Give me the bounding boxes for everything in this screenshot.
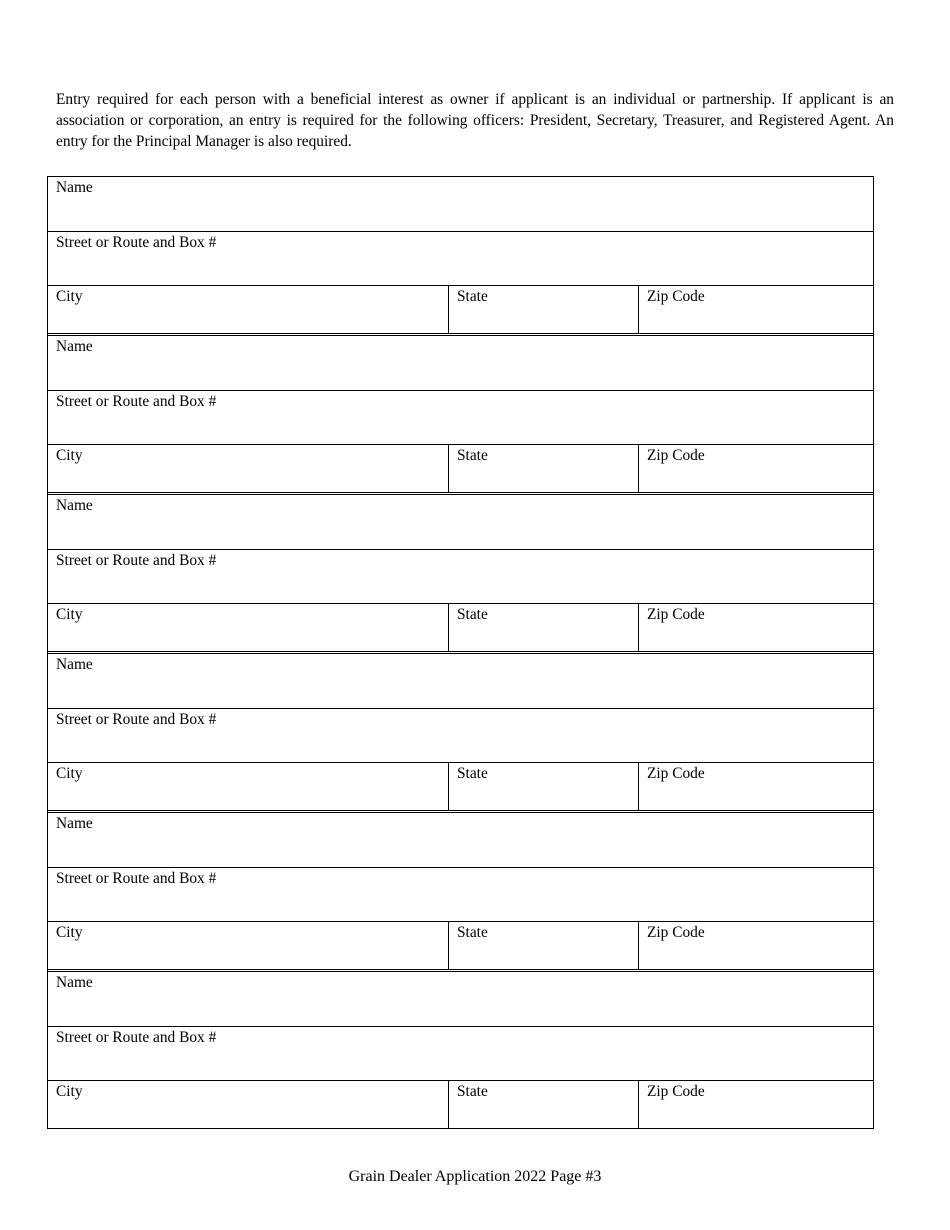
name-label: Name: [56, 497, 93, 514]
city-label: City: [56, 924, 83, 941]
state-input[interactable]: [457, 468, 630, 488]
city-input[interactable]: [56, 945, 440, 965]
zip-input[interactable]: [647, 468, 865, 488]
zip-field[interactable]: [638, 1081, 873, 1128]
street-row: [48, 549, 873, 603]
city-label: City: [56, 1083, 83, 1100]
state-field[interactable]: [448, 922, 638, 969]
name-row: [48, 495, 873, 549]
street-field[interactable]: [48, 391, 873, 444]
state-label: State: [457, 765, 488, 782]
zip-label: Zip Code: [647, 1083, 705, 1100]
state-field[interactable]: [448, 763, 638, 810]
street-label: Street or Route and Box #: [56, 393, 217, 410]
street-field[interactable]: [48, 1027, 873, 1080]
street-row: [48, 390, 873, 444]
city-field[interactable]: [48, 763, 448, 810]
street-row: [48, 708, 873, 762]
person-entry-3: [48, 492, 873, 651]
state-input[interactable]: [457, 309, 630, 329]
street-input[interactable]: [56, 897, 865, 917]
state-label: State: [457, 447, 488, 464]
city-input[interactable]: [56, 1104, 440, 1124]
page-footer: Grain Dealer Application 2022 Page #3: [348, 1168, 602, 1185]
city-field[interactable]: [48, 445, 448, 492]
state-label: State: [457, 288, 488, 305]
city-label: City: [56, 765, 83, 782]
state-label: State: [457, 924, 488, 941]
city-label: City: [56, 288, 83, 305]
street-label: Street or Route and Box #: [56, 234, 217, 251]
name-label: Name: [56, 656, 93, 673]
street-input[interactable]: [56, 420, 865, 440]
city-state-zip-row: [48, 1080, 873, 1128]
street-row: [48, 1026, 873, 1080]
zip-input[interactable]: [647, 786, 865, 806]
zip-label: Zip Code: [647, 288, 705, 305]
street-input[interactable]: [56, 1056, 865, 1076]
instructions-paragraph: Entry required for each person with a beneficial interest as owner if applicant is an individual or partnership. If applicant is an association or corporation, an entry is required for the following officers: President, Secretary, Treasurer, and Registered Agent. An entry for the Principal Manager is also required.: [56, 91, 894, 150]
street-field[interactable]: [48, 709, 873, 762]
state-field[interactable]: [448, 604, 638, 651]
state-input[interactable]: [457, 945, 630, 965]
person-entry-4: [48, 651, 873, 810]
city-state-zip-row: [48, 285, 873, 333]
street-field[interactable]: [48, 868, 873, 921]
street-input[interactable]: [56, 261, 865, 281]
zip-field[interactable]: [638, 763, 873, 810]
name-input[interactable]: [56, 843, 865, 863]
name-field[interactable]: [48, 336, 873, 390]
state-field[interactable]: [448, 1081, 638, 1128]
street-field[interactable]: [48, 232, 873, 285]
state-label: State: [457, 1083, 488, 1100]
zip-label: Zip Code: [647, 447, 705, 464]
person-entry-1: [48, 177, 873, 333]
city-input[interactable]: [56, 627, 440, 647]
state-field[interactable]: [448, 445, 638, 492]
name-input[interactable]: [56, 525, 865, 545]
city-input[interactable]: [56, 786, 440, 806]
zip-field[interactable]: [638, 286, 873, 333]
city-label: City: [56, 447, 83, 464]
zip-input[interactable]: [647, 1104, 865, 1124]
state-input[interactable]: [457, 1104, 630, 1124]
city-field[interactable]: [48, 922, 448, 969]
name-field[interactable]: [48, 495, 873, 549]
street-row: [48, 231, 873, 285]
name-row: [48, 336, 873, 390]
zip-input[interactable]: [647, 945, 865, 965]
person-entry-6: [48, 969, 873, 1128]
zip-label: Zip Code: [647, 924, 705, 941]
person-entry-2: [48, 333, 873, 492]
owner-officer-entry-form: [47, 176, 874, 1129]
name-label: Name: [56, 815, 93, 832]
street-input[interactable]: [56, 579, 865, 599]
state-input[interactable]: [457, 627, 630, 647]
name-field[interactable]: [48, 177, 873, 231]
name-row: [48, 177, 873, 231]
street-label: Street or Route and Box #: [56, 711, 217, 728]
street-label: Street or Route and Box #: [56, 552, 217, 569]
name-field[interactable]: [48, 654, 873, 708]
name-input[interactable]: [56, 1002, 865, 1022]
city-state-zip-row: [48, 921, 873, 969]
name-field[interactable]: [48, 813, 873, 867]
name-input[interactable]: [56, 684, 865, 704]
street-label: Street or Route and Box #: [56, 1029, 217, 1046]
zip-field[interactable]: [638, 604, 873, 651]
zip-input[interactable]: [647, 309, 865, 329]
zip-label: Zip Code: [647, 606, 705, 623]
zip-input[interactable]: [647, 627, 865, 647]
city-state-zip-row: [48, 762, 873, 810]
name-input[interactable]: [56, 207, 865, 227]
name-row: [48, 654, 873, 708]
name-field[interactable]: [48, 972, 873, 1026]
city-label: City: [56, 606, 83, 623]
street-input[interactable]: [56, 738, 865, 758]
name-row: [48, 813, 873, 867]
person-entry-5: [48, 810, 873, 969]
city-input[interactable]: [56, 309, 440, 329]
city-input[interactable]: [56, 468, 440, 488]
name-label: Name: [56, 179, 93, 196]
street-field[interactable]: [48, 550, 873, 603]
street-row: [48, 867, 873, 921]
city-field[interactable]: [48, 604, 448, 651]
name-label: Name: [56, 974, 93, 991]
state-field[interactable]: [448, 286, 638, 333]
state-label: State: [457, 606, 488, 623]
name-input[interactable]: [56, 366, 865, 386]
street-label: Street or Route and Box #: [56, 870, 217, 887]
city-field[interactable]: [48, 286, 448, 333]
name-label: Name: [56, 338, 93, 355]
zip-field[interactable]: [638, 922, 873, 969]
city-field[interactable]: [48, 1081, 448, 1128]
city-state-zip-row: [48, 603, 873, 651]
city-state-zip-row: [48, 444, 873, 492]
state-input[interactable]: [457, 786, 630, 806]
zip-field[interactable]: [638, 445, 873, 492]
name-row: [48, 972, 873, 1026]
zip-label: Zip Code: [647, 765, 705, 782]
